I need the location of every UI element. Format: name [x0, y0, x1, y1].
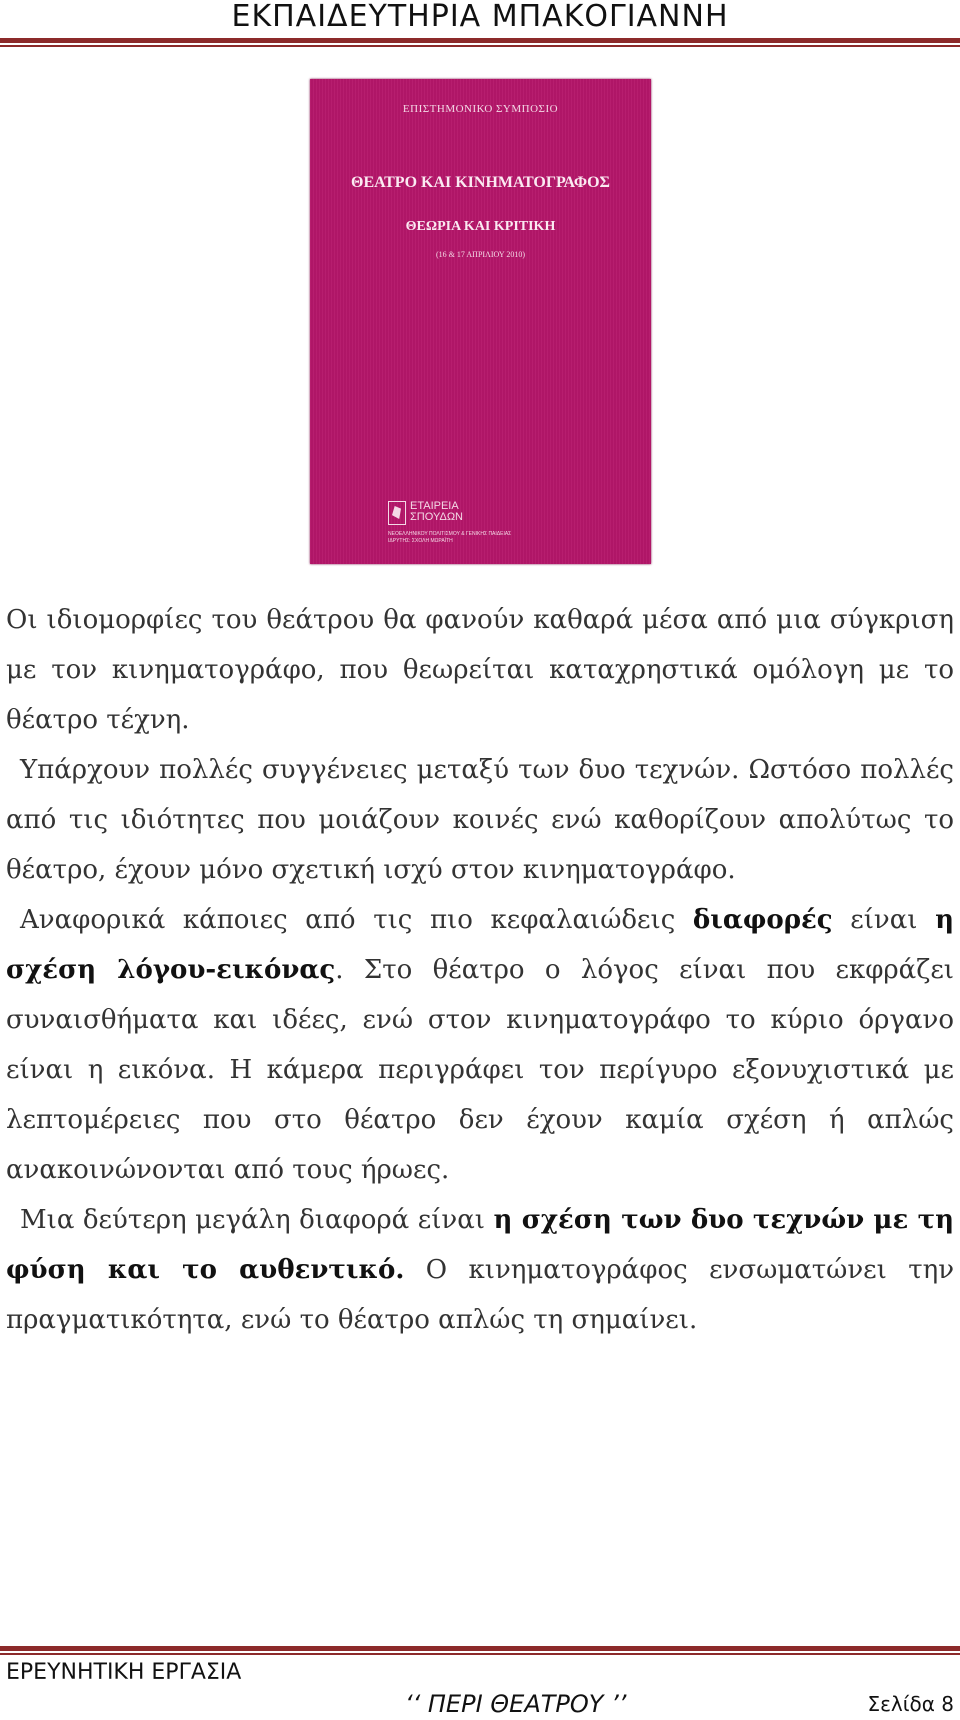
book-cover-image: [310, 79, 651, 564]
header-rule-thin: [0, 45, 960, 47]
paragraph-1: Οι ιδιομορφίες του θεάτρου θα φανούν καθαρά μέσα από μια σύγκριση με τον κινηματογράφο, που θεωρείται καταχρηστικά ομόλογη με το θέατρο τέχνη.: [6, 605, 954, 735]
page-header-title: ΕΚΠΑΙΔΕΥΤΗΡΙΑ ΜΠΑΚΟΓΙΑΝΝΗ: [231, 0, 729, 34]
paragraph-4-bold: η σχέση των δυο τεχνών με τη φύση και το αυθεντικό.: [6, 1205, 954, 1285]
publisher-sub-line2: ΙΔΡΥΤΗΣ: ΣΧΟΛΗ ΜΩΡΑΪΤΗ: [388, 538, 453, 544]
footer-rule-thin: [0, 1653, 960, 1655]
paragraph-2: Υπάρχουν πολλές συγγένειες μεταξύ των δυο τεχνών. Ωστόσο πολλές από τις ιδιότητες που μοιάζουν κοινές ενώ καθορίζουν απολύτως το θέατρο, έχουν μόνο σχετική ισχύ στον κινηματογράφο.: [6, 755, 954, 885]
paragraph-4-part-a: Μια δεύτερη μεγάλη διαφορά είναι: [20, 1205, 494, 1235]
paragraph-3-part-c: είναι: [832, 905, 936, 935]
cover-dates: (16 & 17 ΑΠΡΙΛΙΟΥ 2010): [435, 250, 526, 259]
paragraph-3: [6, 895, 954, 1195]
footer-document-title: ‘‘ ΠΕΡΙ ΘΕΑΤΡΟΥ ’’: [405, 1690, 627, 1718]
body-text: [6, 595, 954, 1345]
paragraph-3-bold-1: διαφορές: [692, 905, 833, 935]
footer-section-label: ΕΡΕΥΝΗΤΙΚΗ ΕΡΓΑΣΙΑ: [6, 1660, 242, 1685]
cover-subtitle: ΘΕΩΡΙΑ ΚΑΙ ΚΡΙΤΙΚΗ: [405, 219, 556, 234]
footer-rule-thick: [0, 1646, 960, 1651]
publisher-name-line1: ΕΤΑΙΡΕΙΑ: [410, 500, 459, 512]
cover-top-text: ΕΠΙΣΤΗΜΟΝΙΚΟ ΣΥΜΠΟΣΙΟ: [402, 103, 559, 115]
publisher-name-line2: ΣΠΟΥΔΩΝ: [410, 511, 463, 523]
publisher-subtitle: [388, 531, 588, 545]
footer-page-number: Σελίδα 8: [867, 1692, 954, 1716]
paragraph-4-part-c: Ο κινηματογράφος ενσωματώνει την πραγματικότητα, ενώ το θέατρο απλώς τη σημαίνει.: [6, 1255, 954, 1335]
paragraph-3-bold-2: η σχέση λόγου-εικόνας: [6, 905, 954, 985]
publisher-sub-line1: ΝΕΟΕΛΛΗΝΙΚΟΥ ΠΟΛΙΤΙΣΜΟΥ & ΓΕΝΙΚΗΣ ΠΑΙΔΕΙΑΣ: [388, 531, 512, 537]
paragraph-4: [6, 1195, 954, 1345]
publisher-name: [410, 501, 480, 523]
cover-title: ΘΕΑΤΡΟ ΚΑΙ ΚΙΝΗΜΑΤΟΓΡΑΦΟΣ: [351, 174, 610, 191]
paragraph-3-part-d: . Στο θέατρο ο λόγος είναι που εκφράζει συναισθήματα και ιδέες, ενώ στον κινηματογράφο το κύριο όργανο είναι η εικόνα. Η κάμερα περιγράφει τον περίγυρο εξονυχιστικά με λεπτομέρειες που στο θέατρο δεν έχουν καμία σχέση ή απλώς ανακοινώνονται από τους ήρωες.: [6, 955, 954, 1185]
paragraph-3-part-a: Αναφορικά κάποιες από τις πιο κεφαλαιώδεις: [20, 905, 693, 935]
publisher-logo-icon: [388, 501, 406, 525]
header-rule-thick: [0, 38, 960, 43]
